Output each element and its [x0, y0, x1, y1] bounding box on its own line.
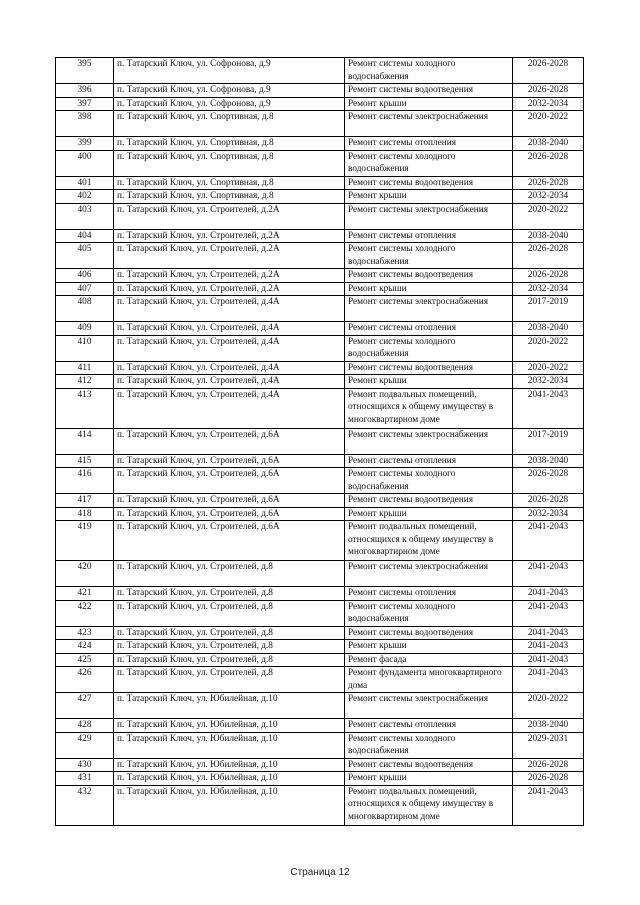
row-address: п. Татарский Ключ, ул. Юбилейная, д.10	[114, 772, 345, 786]
row-address: п. Татарский Ключ, ул. Строителей, д.4А	[114, 335, 345, 361]
table-row	[56, 111, 584, 137]
row-number: 414	[56, 428, 114, 454]
row-period: 2041-2043	[513, 587, 584, 601]
row-work-type: Ремонт системы электроснабжения	[345, 561, 513, 587]
row-work-type: Ремонт системы отопления	[345, 322, 513, 336]
row-number: 420	[56, 561, 114, 587]
row-number: 431	[56, 772, 114, 786]
row-number: 422	[56, 600, 114, 626]
row-period: 2020-2022	[513, 203, 584, 229]
row-period: 2026-2028	[513, 58, 584, 84]
row-work-type: Ремонт системы водоотведения	[345, 84, 513, 98]
row-work-type: Ремонт системы электроснабжения	[345, 111, 513, 137]
row-period: 2041-2043	[513, 521, 584, 561]
table-row	[56, 269, 584, 283]
row-period: 2041-2043	[513, 626, 584, 640]
row-address: п. Татарский Ключ, ул. Юбилейная, д.10	[114, 758, 345, 772]
row-number: 424	[56, 640, 114, 654]
row-work-type: Ремонт системы холодного водоснабжения	[345, 732, 513, 758]
row-work-type: Ремонт системы электроснабжения	[345, 203, 513, 229]
row-work-type: Ремонт системы водоотведения	[345, 626, 513, 640]
table-row	[56, 732, 584, 758]
row-address: п. Татарский Ключ, ул. Строителей, д.6А	[114, 468, 345, 494]
row-work-type: Ремонт системы отопления	[345, 587, 513, 601]
row-address: п. Татарский Ключ, ул. Строителей, д.6А	[114, 521, 345, 561]
row-work-type: Ремонт системы холодного водоснабжения	[345, 600, 513, 626]
row-period: 2026-2028	[513, 468, 584, 494]
row-address: п. Татарский Ключ, ул. Юбилейная, д.10	[114, 785, 345, 825]
row-work-type: Ремонт системы водоотведения	[345, 494, 513, 508]
row-work-type: Ремонт системы отопления	[345, 137, 513, 151]
table-row	[56, 785, 584, 825]
row-work-type: Ремонт крыши	[345, 97, 513, 111]
row-period: 2038-2040	[513, 322, 584, 336]
table-row	[56, 335, 584, 361]
row-period: 2020-2022	[513, 111, 584, 137]
row-address: п. Татарский Ключ, ул. Строителей, д.4А	[114, 388, 345, 428]
row-work-type: Ремонт системы водоотведения	[345, 176, 513, 190]
row-address: п. Татарский Ключ, ул. Спортивная, д.8	[114, 176, 345, 190]
row-number: 395	[56, 58, 114, 84]
row-period: 2032-2034	[513, 375, 584, 389]
table-row	[56, 428, 584, 454]
row-work-type: Ремонт крыши	[345, 772, 513, 786]
row-period: 2038-2040	[513, 137, 584, 151]
row-number: 428	[56, 719, 114, 733]
row-number: 400	[56, 150, 114, 176]
table-row	[56, 84, 584, 98]
row-number: 401	[56, 176, 114, 190]
row-number: 417	[56, 494, 114, 508]
table-row	[56, 626, 584, 640]
row-work-type: Ремонт крыши	[345, 375, 513, 389]
table-row	[56, 58, 584, 84]
row-number: 406	[56, 269, 114, 283]
row-work-type: Ремонт системы холодного водоснабжения	[345, 468, 513, 494]
table-row	[56, 361, 584, 375]
row-number: 419	[56, 521, 114, 561]
row-address: п. Татарский Ключ, ул. Строителей, д.4А	[114, 296, 345, 322]
row-number: 399	[56, 137, 114, 151]
row-address: п. Татарский Ключ, ул. Спортивная, д.8	[114, 137, 345, 151]
row-period: 2026-2028	[513, 772, 584, 786]
table-row	[56, 190, 584, 204]
table-row	[56, 772, 584, 786]
row-number: 404	[56, 229, 114, 243]
row-period: 2041-2043	[513, 600, 584, 626]
table-row	[56, 494, 584, 508]
row-number: 432	[56, 785, 114, 825]
row-work-type: Ремонт системы отопления	[345, 454, 513, 468]
row-period: 2041-2043	[513, 640, 584, 654]
table-row	[56, 507, 584, 521]
row-work-type: Ремонт подвальных помещений, относящихся к общему имуществу в многоквартирном доме	[345, 785, 513, 825]
row-address: п. Татарский Ключ, ул. Строителей, д.2А	[114, 229, 345, 243]
row-number: 408	[56, 296, 114, 322]
row-number: 416	[56, 468, 114, 494]
row-work-type: Ремонт подвальных помещений, относящихся к общему имуществу в многоквартирном доме	[345, 521, 513, 561]
row-work-type: Ремонт системы холодного водоснабжения	[345, 335, 513, 361]
table-row	[56, 758, 584, 772]
row-number: 403	[56, 203, 114, 229]
row-work-type: Ремонт крыши	[345, 282, 513, 296]
row-work-type: Ремонт крыши	[345, 190, 513, 204]
row-number: 421	[56, 587, 114, 601]
row-number: 418	[56, 507, 114, 521]
table-row	[56, 137, 584, 151]
row-address: п. Татарский Ключ, ул. Строителей, д.8	[114, 653, 345, 667]
row-period: 2032-2034	[513, 507, 584, 521]
table-row	[56, 229, 584, 243]
row-number: 405	[56, 243, 114, 269]
row-address: п. Татарский Ключ, ул. Строителей, д.4А	[114, 375, 345, 389]
row-address: п. Татарский Ключ, ул. Строителей, д.8	[114, 600, 345, 626]
row-work-type: Ремонт системы холодного водоснабжения	[345, 58, 513, 84]
row-number: 425	[56, 653, 114, 667]
row-period: 2017-2019	[513, 296, 584, 322]
table-row	[56, 667, 584, 693]
row-address: п. Татарский Ключ, ул. Софронова, д.9	[114, 97, 345, 111]
row-number: 411	[56, 361, 114, 375]
table-row	[56, 640, 584, 654]
row-address: п. Татарский Ключ, ул. Строителей, д.6А	[114, 507, 345, 521]
table-row	[56, 375, 584, 389]
row-address: п. Татарский Ключ, ул. Строителей, д.6А	[114, 454, 345, 468]
row-work-type: Ремонт системы холодного водоснабжения	[345, 150, 513, 176]
row-period: 2032-2034	[513, 97, 584, 111]
capital-repair-table	[55, 57, 584, 826]
row-number: 429	[56, 732, 114, 758]
row-period: 2032-2034	[513, 282, 584, 296]
row-number: 430	[56, 758, 114, 772]
row-address: п. Татарский Ключ, ул. Юбилейная, д.10	[114, 719, 345, 733]
row-address: п. Татарский Ключ, ул. Строителей, д.4А	[114, 322, 345, 336]
row-work-type: Ремонт системы отопления	[345, 229, 513, 243]
table-row	[56, 468, 584, 494]
row-address: п. Татарский Ключ, ул. Строителей, д.4А	[114, 361, 345, 375]
row-period: 2020-2022	[513, 693, 584, 719]
row-period: 2041-2043	[513, 653, 584, 667]
row-period: 2041-2043	[513, 388, 584, 428]
row-work-type: Ремонт системы электроснабжения	[345, 428, 513, 454]
row-address: п. Татарский Ключ, ул. Строителей, д.2А	[114, 243, 345, 269]
row-address: п. Татарский Ключ, ул. Софронова, д.9	[114, 84, 345, 98]
row-address: п. Татарский Ключ, ул. Юбилейная, д.10	[114, 732, 345, 758]
table-row	[56, 176, 584, 190]
table-row	[56, 150, 584, 176]
row-number: 409	[56, 322, 114, 336]
row-work-type: Ремонт системы электроснабжения	[345, 296, 513, 322]
row-number: 427	[56, 693, 114, 719]
row-period: 2032-2034	[513, 190, 584, 204]
row-work-type: Ремонт фундамента многоквартирного дома	[345, 667, 513, 693]
row-number: 397	[56, 97, 114, 111]
table-row	[56, 454, 584, 468]
table-row	[56, 653, 584, 667]
row-period: 2026-2028	[513, 758, 584, 772]
row-period: 2026-2028	[513, 150, 584, 176]
table-row	[56, 521, 584, 561]
row-number: 398	[56, 111, 114, 137]
row-number: 407	[56, 282, 114, 296]
table-body	[56, 58, 584, 826]
page-number: Страница 12	[290, 867, 350, 878]
row-address: п. Татарский Ключ, ул. Строителей, д.8	[114, 640, 345, 654]
row-address: п. Татарский Ключ, ул. Строителей, д.2А	[114, 282, 345, 296]
row-number: 396	[56, 84, 114, 98]
table-row	[56, 203, 584, 229]
table-row	[56, 600, 584, 626]
row-number: 426	[56, 667, 114, 693]
row-number: 415	[56, 454, 114, 468]
row-period: 2026-2028	[513, 176, 584, 190]
table-row	[56, 388, 584, 428]
table-row	[56, 693, 584, 719]
row-address: п. Татарский Ключ, ул. Строителей, д.8	[114, 587, 345, 601]
row-address: п. Татарский Ключ, ул. Спортивная, д.8	[114, 150, 345, 176]
row-period: 2017-2019	[513, 428, 584, 454]
row-period: 2026-2028	[513, 84, 584, 98]
row-address: п. Татарский Ключ, ул. Спортивная, д.8	[114, 190, 345, 204]
row-number: 413	[56, 388, 114, 428]
row-period: 2026-2028	[513, 494, 584, 508]
row-period: 2041-2043	[513, 667, 584, 693]
row-address: п. Татарский Ключ, ул. Спортивная, д.8	[114, 111, 345, 137]
row-address: п. Татарский Ключ, ул. Софронова, д.9	[114, 58, 345, 84]
row-number: 423	[56, 626, 114, 640]
row-work-type: Ремонт подвальных помещений, относящихся к общему имуществу в многоквартирном доме	[345, 388, 513, 428]
table-row	[56, 587, 584, 601]
row-number: 412	[56, 375, 114, 389]
row-work-type: Ремонт системы электроснабжения	[345, 693, 513, 719]
row-work-type: Ремонт крыши	[345, 640, 513, 654]
row-number: 402	[56, 190, 114, 204]
row-address: п. Татарский Ключ, ул. Строителей, д.2А	[114, 203, 345, 229]
table-row	[56, 322, 584, 336]
row-period: 2020-2022	[513, 335, 584, 361]
row-work-type: Ремонт системы водоотведения	[345, 758, 513, 772]
row-address: п. Татарский Ключ, ул. Строителей, д.2А	[114, 269, 345, 283]
table-row	[56, 719, 584, 733]
row-address: п. Татарский Ключ, ул. Юбилейная, д.10	[114, 693, 345, 719]
table-row	[56, 243, 584, 269]
row-period: 2038-2040	[513, 229, 584, 243]
row-address: п. Татарский Ключ, ул. Строителей, д.6А	[114, 428, 345, 454]
table-row	[56, 561, 584, 587]
row-work-type: Ремонт фасада	[345, 653, 513, 667]
row-period: 2038-2040	[513, 454, 584, 468]
table-row	[56, 282, 584, 296]
row-period: 2020-2022	[513, 361, 584, 375]
row-period: 2041-2043	[513, 785, 584, 825]
row-address: п. Татарский Ключ, ул. Строителей, д.8	[114, 667, 345, 693]
row-address: п. Татарский Ключ, ул. Строителей, д.8	[114, 626, 345, 640]
row-period: 2038-2040	[513, 719, 584, 733]
row-work-type: Ремонт системы холодного водоснабжения	[345, 243, 513, 269]
row-address: п. Татарский Ключ, ул. Строителей, д.8	[114, 561, 345, 587]
row-number: 410	[56, 335, 114, 361]
row-address: п. Татарский Ключ, ул. Строителей, д.6А	[114, 494, 345, 508]
row-period: 2026-2028	[513, 269, 584, 283]
row-work-type: Ремонт системы водоотведения	[345, 361, 513, 375]
row-work-type: Ремонт системы водоотведения	[345, 269, 513, 283]
table-row	[56, 97, 584, 111]
row-period: 2041-2043	[513, 561, 584, 587]
row-period: 2029-2031	[513, 732, 584, 758]
row-work-type: Ремонт крыши	[345, 507, 513, 521]
row-work-type: Ремонт системы отопления	[345, 719, 513, 733]
row-period: 2026-2028	[513, 243, 584, 269]
table-row	[56, 296, 584, 322]
